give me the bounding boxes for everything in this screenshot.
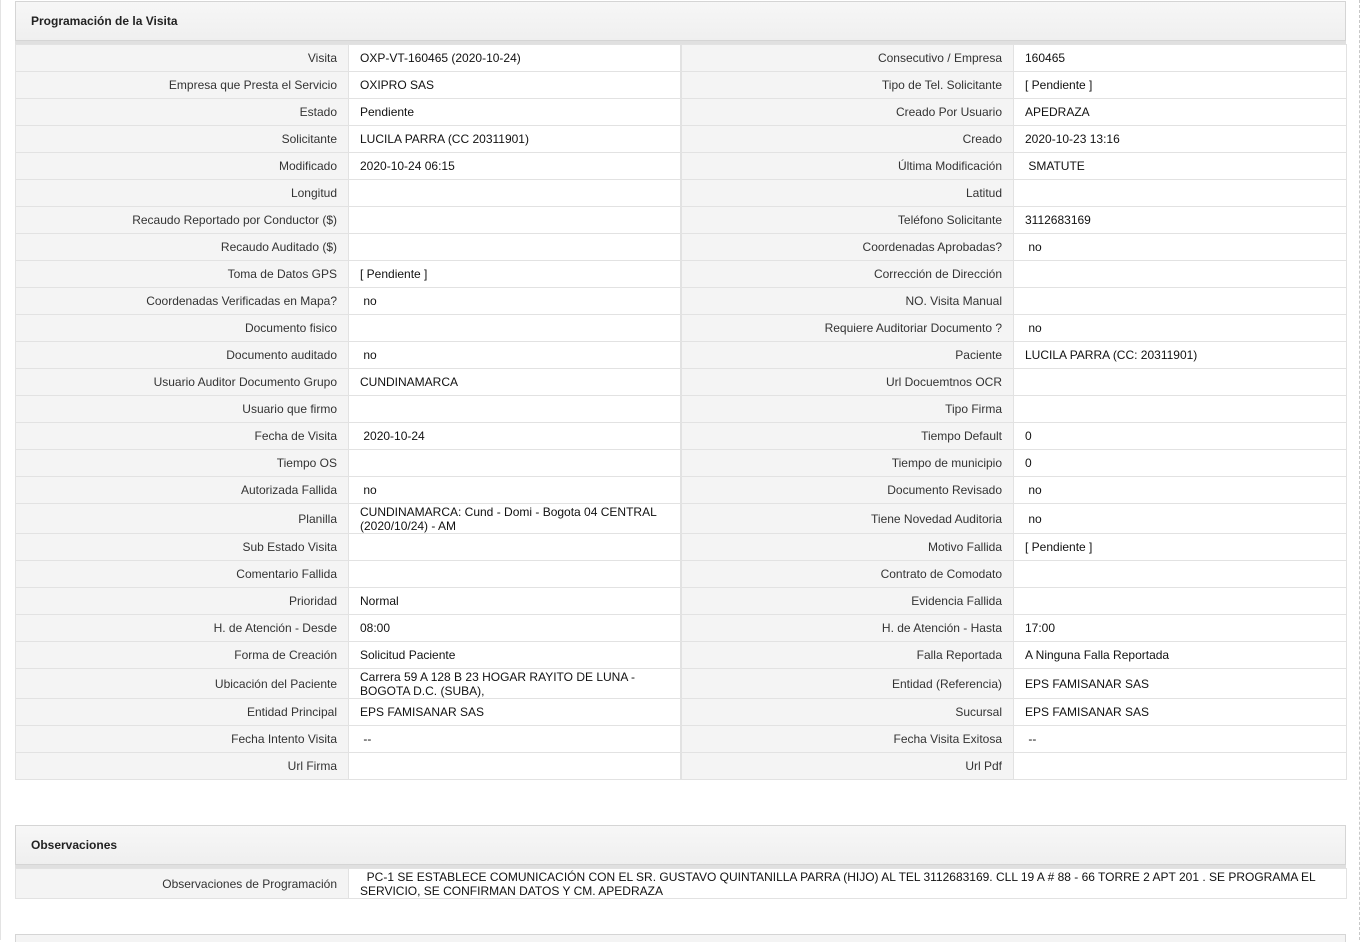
programacion-title: Programación de la Visita xyxy=(31,14,178,28)
field-value: Normal xyxy=(349,588,681,615)
table-row xyxy=(16,477,1347,504)
field-label: Autorizada Fallida xyxy=(16,477,349,504)
field-label: Documento fisico xyxy=(16,315,349,342)
field-label: Ubicación del Paciente xyxy=(16,669,349,699)
programacion-panel xyxy=(15,1,1346,780)
table-row xyxy=(16,423,1347,450)
field-value xyxy=(349,534,681,561)
field-value: no xyxy=(1014,477,1347,504)
field-value xyxy=(349,396,681,423)
field-value: no xyxy=(1014,315,1347,342)
field-label: Tipo Firma xyxy=(681,396,1014,423)
field-value: Solicitud Paciente xyxy=(349,642,681,669)
field-label: Evidencia Fallida xyxy=(681,588,1014,615)
field-label: Paciente xyxy=(681,342,1014,369)
field-value xyxy=(349,207,681,234)
field-value: [ Pendiente ] xyxy=(1014,534,1347,561)
field-value xyxy=(1014,561,1347,588)
field-label: H. de Atención - Hasta xyxy=(681,615,1014,642)
field-value: 0 xyxy=(1014,450,1347,477)
table-row xyxy=(16,180,1347,207)
field-value: 08:00 xyxy=(349,615,681,642)
table-row xyxy=(16,669,1347,699)
field-label: Coordenadas Verificadas en Mapa? xyxy=(16,288,349,315)
table-row xyxy=(16,72,1347,99)
field-label: Url Docuemtnos OCR xyxy=(681,369,1014,396)
field-label: Recaudo Reportado por Conductor ($) xyxy=(16,207,349,234)
field-label: H. de Atención - Desde xyxy=(16,615,349,642)
field-label: Url Firma xyxy=(16,753,349,780)
table-row xyxy=(16,699,1347,726)
field-label: Sub Estado Visita xyxy=(16,534,349,561)
table-row xyxy=(16,234,1347,261)
field-value xyxy=(1014,261,1347,288)
field-label: Fecha Visita Exitosa xyxy=(681,726,1014,753)
field-value xyxy=(349,753,681,780)
field-label: Documento Revisado xyxy=(681,477,1014,504)
field-value: no xyxy=(349,477,681,504)
table-row xyxy=(16,753,1347,780)
field-value xyxy=(1014,180,1347,207)
next-panel-edge xyxy=(15,934,1346,942)
table-row xyxy=(16,504,1347,534)
field-value: no xyxy=(1014,234,1347,261)
field-value: EPS FAMISANAR SAS xyxy=(1014,669,1347,699)
table-row xyxy=(16,396,1347,423)
field-label: Fecha Intento Visita xyxy=(16,726,349,753)
table-row xyxy=(16,869,1347,899)
field-value: LUCILA PARRA (CC: 20311901) xyxy=(1014,342,1347,369)
field-value: Carrera 59 A 128 B 23 HOGAR RAYITO DE LUNA - BOGOTA D.C. (SUBA), xyxy=(349,669,681,699)
field-value: SMATUTE xyxy=(1014,153,1347,180)
field-label: Recaudo Auditado ($) xyxy=(16,234,349,261)
field-value xyxy=(349,315,681,342)
field-value: LUCILA PARRA (CC 20311901) xyxy=(349,126,681,153)
field-value xyxy=(1014,396,1347,423)
field-label: Comentario Fallida xyxy=(16,561,349,588)
field-value xyxy=(349,180,681,207)
field-label: Entidad Principal xyxy=(16,699,349,726)
field-label: Contrato de Comodato xyxy=(681,561,1014,588)
field-label: Tiene Novedad Auditoria xyxy=(681,504,1014,534)
field-label: Documento auditado xyxy=(16,342,349,369)
observaciones-table xyxy=(15,868,1347,899)
field-label: Observaciones de Programación xyxy=(16,869,349,899)
observaciones-value: PC-1 SE ESTABLECE COMUNICACIÓN CON EL SR. GUSTAVO QUINTANILLA PARRA (HIJO) AL TEL 3112683169. CLL 19 A # 88 - 66 TORRE 2 APT 201 . SE PROGRAMA EL SERVICIO, SE CONFIRMAN DATOS Y CM. APEDRAZA xyxy=(349,869,1347,899)
field-value xyxy=(349,561,681,588)
field-label: Planilla xyxy=(16,504,349,534)
field-label: Longitud xyxy=(16,180,349,207)
table-row xyxy=(16,288,1347,315)
table-row xyxy=(16,126,1347,153)
visit-details-table xyxy=(15,44,1347,780)
field-label: Creado xyxy=(681,126,1014,153)
field-value: 17:00 xyxy=(1014,615,1347,642)
field-value xyxy=(1014,288,1347,315)
field-label: Corrección de Dirección xyxy=(681,261,1014,288)
field-value: EPS FAMISANAR SAS xyxy=(1014,699,1347,726)
table-row xyxy=(16,615,1347,642)
field-label: Usuario que firmo xyxy=(16,396,349,423)
field-value: OXIPRO SAS xyxy=(349,72,681,99)
table-row xyxy=(16,342,1347,369)
table-row xyxy=(16,369,1347,396)
field-value: no xyxy=(1014,504,1347,534)
observaciones-title: Observaciones xyxy=(31,838,118,852)
field-label: Requiere Auditoriar Documento ? xyxy=(681,315,1014,342)
field-label: Entidad (Referencia) xyxy=(681,669,1014,699)
field-value: -- xyxy=(1014,726,1347,753)
field-value: OXP-VT-160465 (2020-10-24) xyxy=(349,45,681,72)
field-value xyxy=(1014,369,1347,396)
field-value: 160465 xyxy=(1014,45,1347,72)
field-label: Tipo de Tel. Solicitante xyxy=(681,72,1014,99)
field-value: 0 xyxy=(1014,423,1347,450)
field-value xyxy=(349,450,681,477)
observaciones-panel xyxy=(15,825,1346,899)
table-row xyxy=(16,588,1347,615)
field-label: Visita xyxy=(16,45,349,72)
field-label: Empresa que Presta el Servicio xyxy=(16,72,349,99)
programacion-header xyxy=(15,1,1346,41)
table-row xyxy=(16,315,1347,342)
table-row xyxy=(16,45,1347,72)
field-value: 2020-10-23 13:16 xyxy=(1014,126,1347,153)
field-value: CUNDINAMARCA xyxy=(349,369,681,396)
field-label: Falla Reportada xyxy=(681,642,1014,669)
field-value: -- xyxy=(349,726,681,753)
field-value: Pendiente xyxy=(349,99,681,126)
field-value: APEDRAZA xyxy=(1014,99,1347,126)
field-label: Fecha de Visita xyxy=(16,423,349,450)
table-row xyxy=(16,726,1347,753)
table-row xyxy=(16,642,1347,669)
table-row xyxy=(16,534,1347,561)
field-label: Estado xyxy=(16,99,349,126)
field-value: [ Pendiente ] xyxy=(1014,72,1347,99)
field-label: Prioridad xyxy=(16,588,349,615)
field-label: Url Pdf xyxy=(681,753,1014,780)
field-value: no xyxy=(349,342,681,369)
field-value: A Ninguna Falla Reportada xyxy=(1014,642,1347,669)
field-value xyxy=(349,234,681,261)
table-row xyxy=(16,99,1347,126)
field-value: 2020-10-24 xyxy=(349,423,681,450)
field-label: Coordenadas Aprobadas? xyxy=(681,234,1014,261)
field-label: Forma de Creación xyxy=(16,642,349,669)
field-label: Motivo Fallida xyxy=(681,534,1014,561)
table-row xyxy=(16,207,1347,234)
field-label: Solicitante xyxy=(16,126,349,153)
field-label: Usuario Auditor Documento Grupo xyxy=(16,369,349,396)
field-value: 3112683169 xyxy=(1014,207,1347,234)
field-label: Teléfono Solicitante xyxy=(681,207,1014,234)
table-row xyxy=(16,561,1347,588)
field-label: Latitud xyxy=(681,180,1014,207)
field-label: Toma de Datos GPS xyxy=(16,261,349,288)
field-value: CUNDINAMARCA: Cund - Domi - Bogota 04 CENTRAL (2020/10/24) - AM xyxy=(349,504,681,534)
table-row xyxy=(16,153,1347,180)
field-value xyxy=(1014,753,1347,780)
table-row xyxy=(16,450,1347,477)
table-row xyxy=(16,261,1347,288)
field-value xyxy=(1014,588,1347,615)
field-label: Consecutivo / Empresa xyxy=(681,45,1014,72)
field-label: NO. Visita Manual xyxy=(681,288,1014,315)
field-label: Tiempo OS xyxy=(16,450,349,477)
observaciones-header xyxy=(15,825,1346,865)
field-label: Creado Por Usuario xyxy=(681,99,1014,126)
field-value: EPS FAMISANAR SAS xyxy=(349,699,681,726)
field-label: Sucursal xyxy=(681,699,1014,726)
field-value: 2020-10-24 06:15 xyxy=(349,153,681,180)
field-label: Tiempo Default xyxy=(681,423,1014,450)
field-label: Modificado xyxy=(16,153,349,180)
field-label: Tiempo de municipio xyxy=(681,450,1014,477)
field-label: Última Modificación xyxy=(681,153,1014,180)
field-value: no xyxy=(349,288,681,315)
field-value: [ Pendiente ] xyxy=(349,261,681,288)
